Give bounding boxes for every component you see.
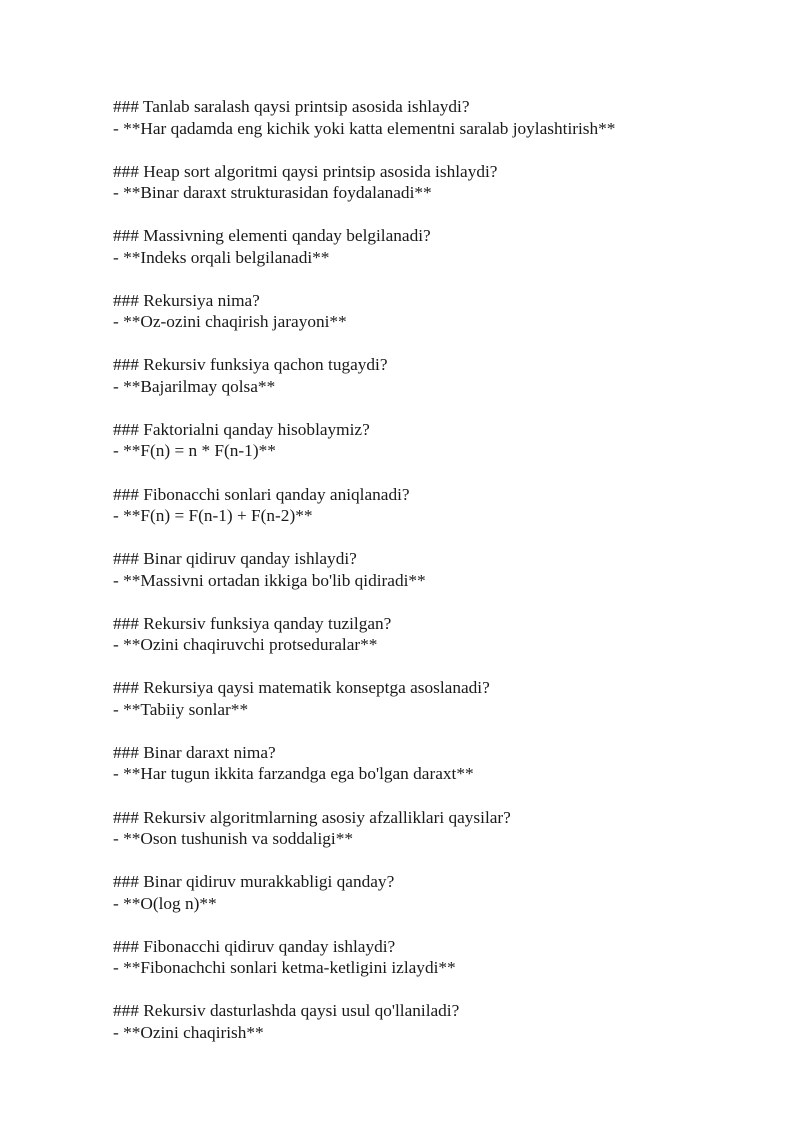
question-text: ### Rekursiv funksiya qanday tuzilgan? [113,613,392,633]
answer-text: - **Bajarilmay qolsa** [113,376,276,396]
qa-item [113,161,773,204]
qa-item [113,419,773,462]
qa-item [113,613,773,656]
answer-text: - **Oz-ozini chaqirish jarayoni** [113,312,347,332]
answer-text: - **O(log n)** [113,893,217,913]
answer-text: - **Tabiiy sonlar** [113,699,249,719]
qa-item [113,936,773,979]
question-text: ### Heap sort algoritmi qaysi printsip asosida ishlaydi? [113,161,498,181]
question-text: ### Fibonacchi sonlari qanday aniqlanadi? [113,484,410,504]
qa-item [113,290,773,333]
question-text: ### Binar qidiruv murakkabligi qanday? [113,872,395,892]
answer-text: - **Ozini chaqiruvchi protseduralar** [113,635,378,655]
qa-item [113,871,773,914]
answer-text: - **Har qadamda eng kichik yoki katta elementni saralab joylashtirish** [113,118,616,138]
question-text: ### Rekursiv funksiya qachon tugaydi? [113,355,388,375]
question-text: ### Massivning elementi qanday belgilanadi? [113,226,431,246]
qa-item [113,1000,773,1043]
qa-item [113,354,773,397]
question-text: ### Faktorialni qanday hisoblaymiz? [113,419,370,439]
question-text: ### Rekursiya nima? [113,290,260,310]
question-text: ### Binar qidiruv qanday ishlaydi? [113,549,357,569]
qa-item [113,96,773,139]
answer-text: - **F(n) = n * F(n-1)** [113,441,276,461]
qa-item [113,225,773,268]
qa-item [113,742,773,785]
question-text: ### Fibonacchi qidiruv qanday ishlaydi? [113,936,396,956]
answer-text: - **Binar daraxt strukturasidan foydalanadi** [113,183,432,203]
answer-text: - **Indeks orqali belgilanadi** [113,247,330,267]
qa-item [113,548,773,591]
question-text: ### Rekursiya qaysi matematik konseptga asoslanadi? [113,678,490,698]
answer-text: - **Massivni ortadan ikkiga bo'lib qidiradi** [113,570,426,590]
answer-text: - **Fibonachchi sonlari ketma-ketligini izlaydi** [113,958,456,978]
question-text: ### Rekursiv dasturlashda qaysi usul qo'llaniladi? [113,1001,460,1021]
document-content [113,96,773,1065]
answer-text: - **Ozini chaqirish** [113,1022,264,1042]
question-text: ### Binar daraxt nima? [113,742,276,762]
qa-item [113,484,773,527]
question-text: ### Rekursiv algoritmlarning asosiy afzalliklari qaysilar? [113,807,511,827]
answer-text: - **F(n) = F(n-1) + F(n-2)** [113,506,313,526]
question-text: ### Tanlab saralash qaysi printsip asosida ishlaydi? [113,97,470,116]
qa-item [113,807,773,850]
answer-text: - **Oson tushunish va soddaligi** [113,829,354,849]
answer-text: - **Har tugun ikkita farzandga ega bo'lgan daraxt** [113,764,474,784]
qa-item [113,677,773,720]
